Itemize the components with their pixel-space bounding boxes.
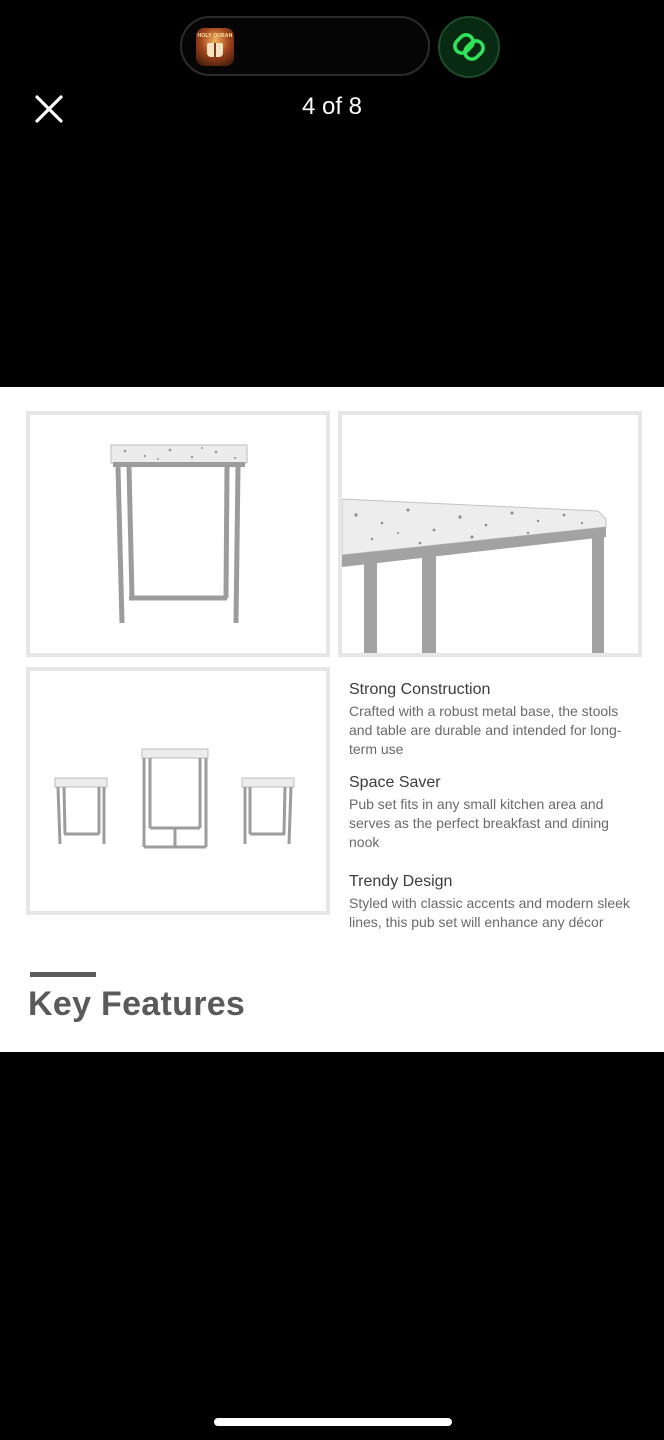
feature-space-saver xyxy=(349,773,639,852)
link-button[interactable] xyxy=(438,16,500,78)
feature-title: Strong Construction xyxy=(349,681,491,698)
section-title: Key Features xyxy=(28,985,246,1023)
link-icon xyxy=(450,28,488,66)
image-counter: 4 of 8 xyxy=(301,93,363,120)
feature-description: Styled with classic accents and modern sleek lines, this pub set will enhance any décor xyxy=(349,895,630,930)
feature-strong-construction xyxy=(349,680,639,759)
home-indicator[interactable] xyxy=(214,1418,452,1426)
app-icon-label: HOLY QURAN xyxy=(197,33,233,39)
close-icon xyxy=(34,94,64,124)
close-button[interactable] xyxy=(34,94,64,124)
product-image[interactable] xyxy=(0,387,664,1052)
pub-set-image xyxy=(26,667,330,915)
app-icon[interactable] xyxy=(196,28,234,66)
stool-front-view-image xyxy=(26,411,330,657)
feature-title: Trendy Design xyxy=(349,873,453,890)
feature-description: Pub set fits in any small kitchen area and serves as the perfect breakfast and dining nook xyxy=(349,796,609,850)
feature-trendy-design xyxy=(349,872,639,932)
section-divider xyxy=(30,972,96,977)
book-icon xyxy=(207,43,223,57)
table-closeup-image xyxy=(338,411,642,657)
feature-description: Crafted with a robust metal base, the stools and table are durable and intended for long-term use xyxy=(349,703,622,757)
feature-title: Space Saver xyxy=(349,774,441,791)
